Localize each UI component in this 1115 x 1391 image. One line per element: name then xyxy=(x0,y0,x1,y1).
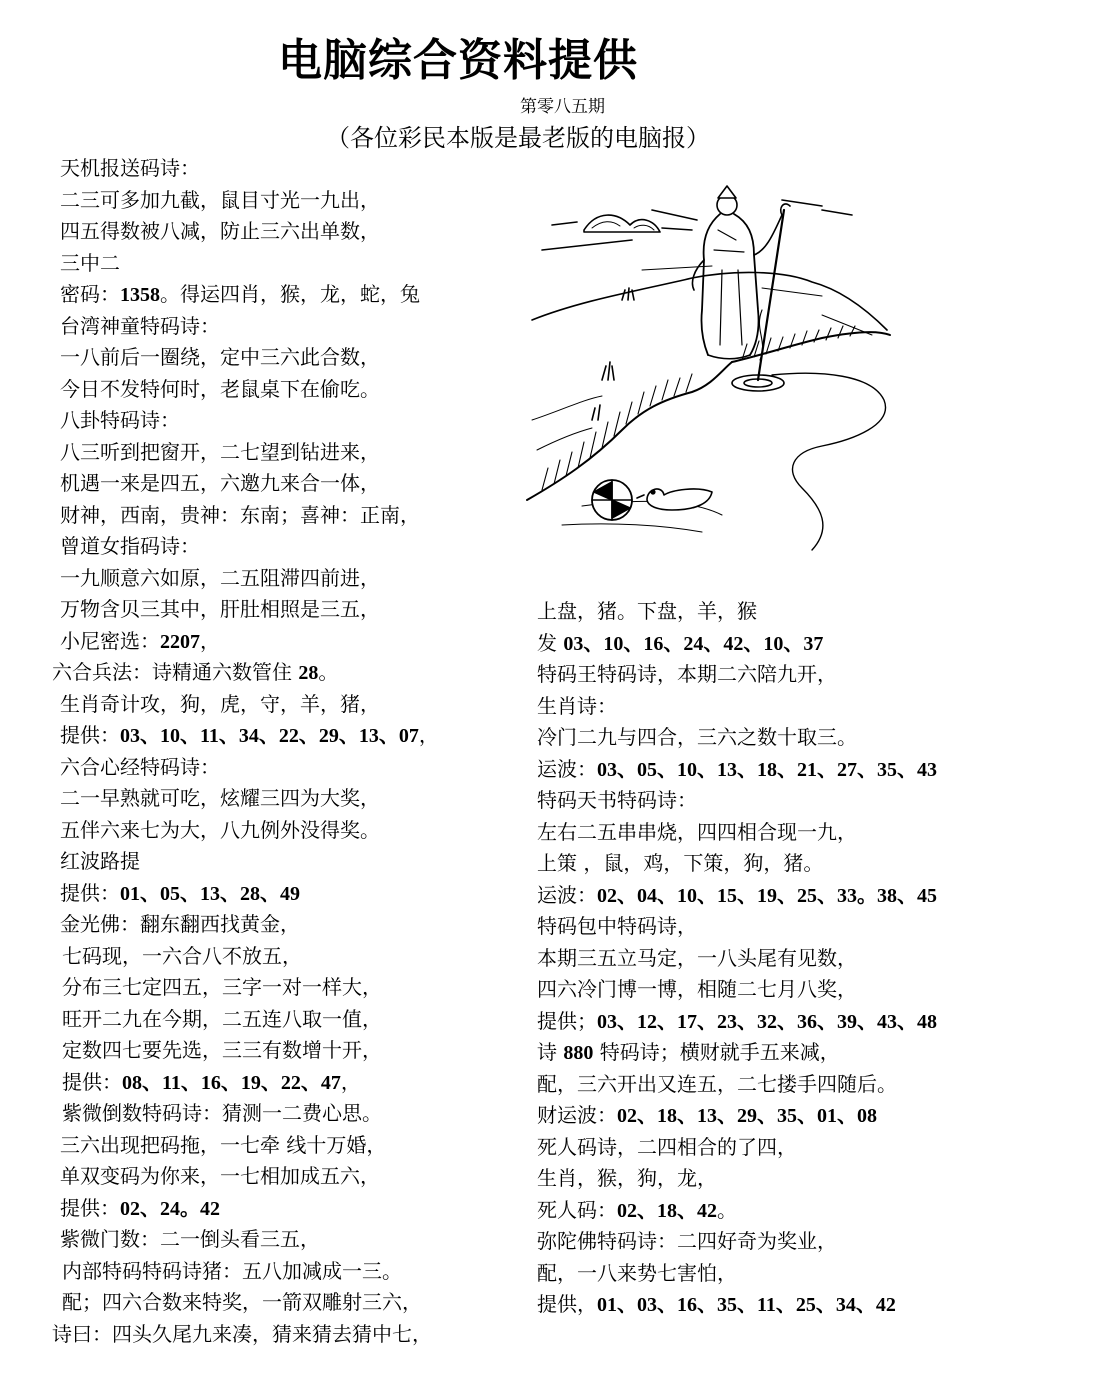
text-line xyxy=(52,720,522,752)
line-text: 万物含贝三其中，肝肚相照是三五， xyxy=(60,597,380,621)
line-text: 紫微倒数特码诗：猜测一二费心思。 xyxy=(62,1101,382,1125)
text-line xyxy=(537,911,1097,943)
text-line xyxy=(52,752,522,784)
text-line xyxy=(52,1193,522,1225)
text-line xyxy=(52,1130,522,1162)
line-text: 六合心经特码诗： xyxy=(60,754,220,779)
line-text: 配；四六合数来特奖，一箭双雕射三六， xyxy=(62,1290,422,1314)
number-list: 03、10、16、24、42、10、37 xyxy=(563,632,824,655)
line-text: 特码王特码诗，本期二六陪九开， xyxy=(537,662,837,686)
text-line xyxy=(537,691,1097,723)
text-line xyxy=(537,754,1097,786)
text-line xyxy=(52,1319,522,1351)
line-text: 旺开二九在今期，二五连八取一值， xyxy=(62,1006,382,1031)
line-text: 配，一八来势七害怕， xyxy=(537,1260,737,1285)
scholar-by-stream-illustration xyxy=(522,170,917,560)
number-list: 02、18、42 xyxy=(617,1199,717,1222)
line-text-tail: ， xyxy=(340,1069,361,1094)
line-text: 内部特码特码诗猪：五八加减成一三。 xyxy=(62,1258,402,1283)
number-list: 28 xyxy=(298,662,319,684)
line-text: 左右二五串串烧，四四相合现一九， xyxy=(537,819,857,844)
issue-number: 第零八五期 xyxy=(520,97,605,117)
line-text: 提供， xyxy=(537,1292,597,1316)
text-line xyxy=(52,594,522,626)
text-line xyxy=(52,153,522,185)
line-text: 一八前后一圈绕，定中三六此合数， xyxy=(60,345,380,369)
line-text: 死人码诗，二四相合的了四， xyxy=(537,1134,797,1159)
line-text: 特码包中特码诗， xyxy=(537,914,697,938)
text-line xyxy=(52,248,522,280)
text-line xyxy=(537,1069,1097,1101)
number-list: 2207 xyxy=(160,630,200,653)
text-line xyxy=(537,1006,1097,1038)
text-line xyxy=(52,468,522,500)
text-line xyxy=(52,972,522,1004)
text-line xyxy=(537,1226,1097,1258)
text-line xyxy=(537,1037,1097,1069)
page-subtitle: （各位彩民本版是最老版的电脑报） xyxy=(326,124,710,152)
line-text: 生肖，猴，狗，龙， xyxy=(537,1166,717,1190)
text-line xyxy=(537,1163,1097,1195)
text-line xyxy=(52,1224,522,1256)
number-list: 880 xyxy=(563,1042,594,1064)
number-list: 1358 xyxy=(120,284,160,306)
text-line xyxy=(537,817,1097,849)
text-line xyxy=(537,943,1097,975)
text-line xyxy=(52,1256,522,1288)
text-line xyxy=(52,374,522,406)
text-line xyxy=(52,500,522,532)
text-line xyxy=(537,848,1097,880)
line-text: 密码： xyxy=(60,282,120,306)
text-line xyxy=(52,689,522,721)
text-line xyxy=(52,815,522,847)
text-line xyxy=(52,1161,522,1193)
text-line xyxy=(52,405,522,437)
right-text-column xyxy=(537,596,1097,1321)
text-line xyxy=(52,342,522,374)
line-text: 台湾神童特码诗： xyxy=(60,313,220,338)
line-text: 曾道女指码诗： xyxy=(60,534,200,558)
line-text-tail: 。得运四肖，猴，龙，蛇，兔 xyxy=(160,282,420,306)
line-text: 运波： xyxy=(537,882,597,907)
text-line xyxy=(52,657,522,689)
text-line xyxy=(52,1067,522,1099)
page-title: 电脑综合资料提供 xyxy=(278,35,638,86)
line-text: 二三可多加九截，鼠目寸光一九出， xyxy=(60,187,380,212)
line-text: 天机报送码诗： xyxy=(60,156,200,180)
text-line xyxy=(537,722,1097,754)
line-text: 上盘，猪。下盘，羊，猴 xyxy=(537,599,757,623)
line-text: 提供： xyxy=(60,1195,120,1220)
line-text: 本期三五立马定，一八头尾有见数， xyxy=(537,945,857,970)
text-line xyxy=(52,563,522,595)
line-text: 特码天书特码诗： xyxy=(537,788,697,812)
text-line xyxy=(52,941,522,973)
line-text: 发 xyxy=(537,630,564,655)
line-text: 二一早熟就可吃，炫耀三四为大奖， xyxy=(60,786,380,810)
line-text: 生肖奇计攻，狗，虎，守，羊，猪， xyxy=(60,691,380,716)
text-line xyxy=(537,1289,1097,1321)
line-text: 六合兵法：诗精通六数管住 xyxy=(52,660,299,684)
line-text: 三六出现把码拖，一七牵 线十万婚， xyxy=(60,1132,387,1157)
number-list: 02、18、13、29、35、01、08 xyxy=(617,1105,877,1127)
number-list: 08、11、16、19、22、47 xyxy=(122,1071,341,1094)
text-line xyxy=(52,185,522,217)
line-text: 提供： xyxy=(62,1069,122,1094)
left-text-column xyxy=(52,153,522,1350)
number-list: 03、10、11、34、22、29、13、07 xyxy=(120,725,419,747)
number-list: 01、03、16、35、11、25、34、42 xyxy=(597,1294,896,1316)
line-text-tail: 。 xyxy=(318,660,339,684)
line-text: 死人码： xyxy=(537,1197,617,1222)
line-text: 三中二 xyxy=(60,250,120,275)
line-text-tail: ， xyxy=(418,723,439,747)
line-text: 提供： xyxy=(60,880,120,905)
line-text: 诗曰：四头久尾九来凑，猜来猜去猜中七， xyxy=(52,1321,432,1346)
text-line xyxy=(52,1287,522,1319)
text-line xyxy=(52,216,522,248)
line-text: 财运波： xyxy=(537,1103,617,1127)
text-line xyxy=(52,783,522,815)
line-text: 一九顺意六如原，二五阻滞四前进， xyxy=(60,565,380,590)
number-list: 01、05、13、28、49 xyxy=(120,882,300,905)
text-line xyxy=(52,626,522,658)
line-text: 今日不发特何时，老鼠桌下在偷吃。 xyxy=(60,376,380,401)
line-text: 红波路提 xyxy=(60,849,140,873)
line-text: 分布三七定四五，三字一对一样大， xyxy=(62,975,382,999)
number-list: 03、05、10、13、18、21、27、35、43 xyxy=(597,758,937,781)
text-line xyxy=(537,974,1097,1006)
text-line xyxy=(52,878,522,910)
text-line xyxy=(52,1004,522,1036)
text-line xyxy=(52,1035,522,1067)
text-line xyxy=(537,596,1097,628)
text-line xyxy=(537,785,1097,817)
text-line xyxy=(537,1195,1097,1227)
line-text: 运波： xyxy=(537,756,597,781)
line-text: 八卦特码诗： xyxy=(60,408,180,432)
number-list: 03、12、17、23、32、36、39、43、48 xyxy=(597,1010,937,1033)
text-line xyxy=(537,880,1097,912)
text-line xyxy=(52,437,522,469)
line-text: 提供： xyxy=(60,723,120,747)
line-text: 冷门二九与四合，三六之数十取三。 xyxy=(537,725,857,749)
line-text: 四六冷门博一博，相随二七月八奖， xyxy=(537,977,857,1001)
text-line xyxy=(52,531,522,563)
text-line xyxy=(52,311,522,343)
text-line xyxy=(537,1258,1097,1290)
line-text: 弥陀佛特码诗：二四好奇为奖业， xyxy=(537,1229,837,1253)
line-text: 诗 xyxy=(537,1040,564,1064)
line-text: 配，三六开出又连五，二七搂手四随后。 xyxy=(537,1071,897,1096)
text-line xyxy=(52,1098,522,1130)
line-text: 金光佛：翻东翻西找黄金， xyxy=(60,912,300,936)
line-text: 机遇一来是四五，六邀九来合一体， xyxy=(60,471,380,495)
text-line xyxy=(52,909,522,941)
text-line xyxy=(52,279,522,311)
line-text-tail: 。 xyxy=(717,1197,737,1222)
line-text: 五伴六来七为大，八九例外没得奖。 xyxy=(60,817,380,842)
line-text: 财神，西南，贵神：东南；喜神：正南， xyxy=(60,502,420,527)
line-text: 单双变码为你来，一七相加成五六， xyxy=(60,1164,380,1188)
text-line xyxy=(52,846,522,878)
text-line xyxy=(537,1100,1097,1132)
line-text: 七码现，一六合八不放五， xyxy=(62,943,302,968)
line-text: 上策 ，鼠，鸡，下策，狗，猪。 xyxy=(537,851,824,875)
number-list: 02、24。42 xyxy=(120,1197,220,1220)
line-text: 定数四七要先选，三三有数增十开， xyxy=(62,1038,382,1062)
line-text-tail: ， xyxy=(200,628,220,653)
line-text: 提供； xyxy=(537,1008,597,1033)
line-text: 八三听到把窗开，二七望到钻进来， xyxy=(60,439,380,464)
line-text: 小尼密选： xyxy=(60,628,160,653)
text-line xyxy=(537,628,1097,660)
line-text: 四五得数被八减，防止三六出单数， xyxy=(60,219,380,243)
text-line xyxy=(537,659,1097,691)
text-line xyxy=(537,1132,1097,1164)
number-list: 02、04、10、15、19、25、33。38、45 xyxy=(597,884,937,907)
line-text: 紫微门数：二一倒头看三五， xyxy=(60,1227,320,1251)
line-text-tail: 特码诗；横财就手五来减， xyxy=(593,1040,840,1064)
line-text: 生肖诗： xyxy=(537,693,617,718)
